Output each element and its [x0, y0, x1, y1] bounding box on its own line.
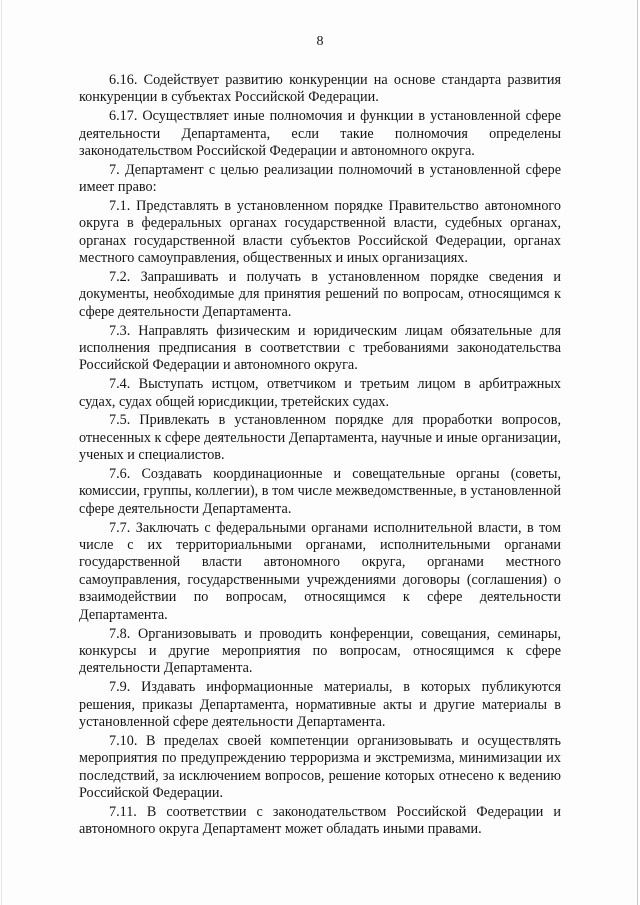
page-number: 8 — [316, 34, 324, 49]
paragraph-7-6: 7.6. Создавать координационные и совещательные органы (советы, комиссии, группы, коллегии), в том числе межведомственные, в установленной сфере деятельности Департамента. — [79, 466, 561, 517]
paragraph-6-17: 6.17. Осуществляет иные полномочия и функции в установленной сфере деятельности Департамента, если такие полномочия определены законодательством Российской Федерации и автономного округа. — [79, 108, 561, 160]
page-edge-right — [637, 0, 638, 905]
paragraph-7-1: 7.1. Представлять в установленном порядке Правительство автономного округа в федеральных органах государственной власти, судебных органах, органах государственной власти субъектов Российской Федерации, органах местного самоуправления, общественных и иных организациях. — [79, 198, 561, 267]
paragraph-7: 7. Департамент с целью реализации полномочий в установленной сфере имеет право: — [79, 161, 561, 196]
paragraph-7-11: 7.11. В соответствии с законодательством Российской Федерации и автономного округа Департамент может обладать иными правами. — [79, 803, 561, 838]
document-body — [79, 72, 561, 840]
paragraph-7-4: 7.4. Выступать истцом, ответчиком и третьим лицом в арбитражных судах, судах общей юрисдикции, третейских судах. — [79, 376, 561, 410]
paragraph-7-9: 7.9. Издавать информационные материалы, в которых публикуются решения, приказы Департамента, нормативные акты и другие материалы в установленной сфере деятельности Департамента. — [79, 679, 561, 730]
paragraph-7-5: 7.5. Привлекать в установленном порядке для проработки вопросов, отнесенных к сфере деятельности Департамента, научные и иные организации, ученых и специалистов. — [79, 412, 561, 464]
paragraph-7-8: 7.8. Организовывать и проводить конференции, совещания, семинары, конкурсы и другие мероприятия по вопросам, относящимся к сфере деятельности Департамента. — [79, 625, 561, 677]
paragraph-7-3: 7.3. Направлять физическим и юридическим лицам обязательные для исполнения предписания в соответствии с требованиями законодательства Российской Федерации и автономного округа. — [79, 322, 561, 374]
page-edge-left — [1, 0, 2, 905]
paragraph-6-16: 6.16. Содействует развитию конкуренции на основе стандарта развития конкуренции в субъектах Российской Федерации. — [79, 72, 561, 106]
paragraph-7-7: 7.7. Заключать с федеральными органами исполнительной власти, в том числе с их территориальными органами, исполнительными органами государственной власти автономного округа, органами местного самоуправления, государственными учреждениями договоры (соглашения) о взаимодействии по вопросам, относящимся к сфере деятельности Департамента. — [79, 519, 561, 623]
paragraph-7-2: 7.2. Запрашивать и получать в установленном порядке сведения и документы, необходимые для принятия решений по вопросам, относящимся к сфере деятельности Департамента. — [79, 269, 561, 320]
paragraph-7-10: 7.10. В пределах своей компетенции организовывать и осуществлять мероприятия по предупреждению терроризма и экстремизма, минимизации их последствий, за исключением вопросов, решение которых отнесено к ведению Российской Федерации. — [79, 732, 561, 801]
